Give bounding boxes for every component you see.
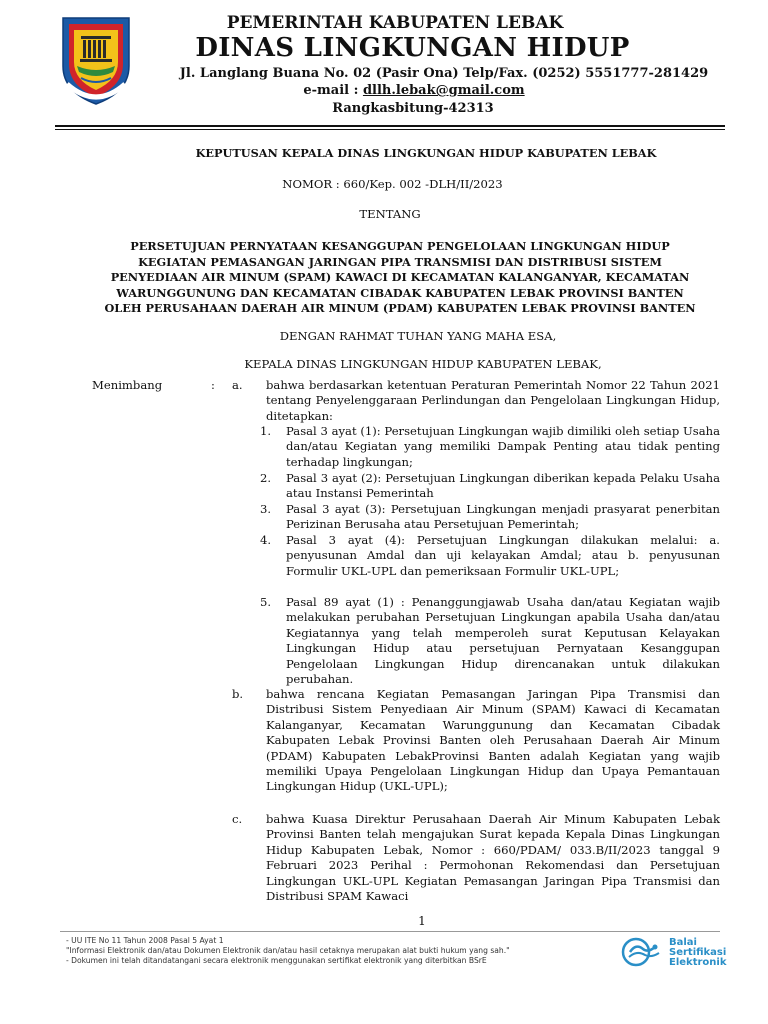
email-label: e-mail : <box>303 83 363 98</box>
page-number: 1 <box>418 914 426 928</box>
list-item-number: 1. <box>260 424 272 438</box>
subject-line: PERSETUJUAN PERNYATAAN KESANGGUPAN PENGELOLAAN LINGKUNGAN HIDUP <box>130 239 670 253</box>
footer-rule <box>60 931 720 932</box>
letterhead-rule-thick <box>55 125 725 127</box>
list-item: Pasal 89 ayat (1) : Penanggungjawab Usaha dan/atau Kegiatan wajib melakukan perubahan Persetujuan Lingkungan apabila Usaha dan/atau Kegiatannya yang telah memperoleh surat Keputusan Kelayakan Lingkungan Hidup atau persetujuan Pernyataan Kesanggupan Pengelolaan Lingkungan Hidup direncanakan untuk dilakukan perubahan. <box>286 595 720 687</box>
decree-number: NOMOR : 660/Kep. 002 -DLH/II/2023 <box>282 177 503 191</box>
bsre-label-line: Balai <box>669 937 697 948</box>
list-item: Pasal 3 ayat (2): Persetujuan Lingkungan diberikan kepada Pelaku Usaha atau Instansi Pemerintah <box>286 471 720 501</box>
greeting: DENGAN RAHMAT TUHAN YANG MAHA ESA, <box>279 329 557 343</box>
agency-name: DINAS LINGKUNGAN HIDUP <box>195 33 630 63</box>
decree-subject <box>60 239 740 317</box>
clause-a-text: bahwa berdasarkan ketentuan Peraturan Pemerintah Nomor 22 Tahun 2021 tentang Penyelenggaraan Perlindungan dan Pengelolaan Lingkungan Hidup, ditetapkan: <box>266 378 720 423</box>
clause-a-marker: a. <box>232 378 243 392</box>
clause-c-text: bahwa Kuasa Direktur Perusahaan Daerah Air Minum Kabupaten Lebak Provinsi Banten telah mengajukan Surat kepada Kepala Dinas Lingkungan Hidup Kabupaten Lebak, Nomor : 660/PDAM/ 033.B/II/2023 tanggal 9 Februari 2023 Perihal : Permohonan Rekomendasi dan Persetujuan Lingkungan UKL-UPL Kegiatan Pemasangan Jaringan Pipa Transmisi dan Distribusi SPAM Kawaci <box>266 812 720 904</box>
footer-esign-note: - Dokumen ini telah ditandatangani secara elektronik menggunakan sertifikat elektronik yang diterbitkan BSrE <box>66 956 487 965</box>
agency-email-line <box>290 83 538 98</box>
list-item-number: 2. <box>260 471 272 485</box>
clause-b-text: bahwa rencana Kegiatan Pemasangan Jaringan Pipa Transmisi dan Distribusi Sistem Penyediaan Air Minum (SPAM) Kawaci di Kecamatan Kalanganyar, Kecamatan Warunggunung dan Kecamatan Cibadak Kabupaten Lebak Provinsi Banten oleh Perusahaan Daerah Air Minum (PDAM) Kabupaten LebakProvinsi Banten adalah Kegiatan yang wajib memiliki Upaya Pengelolaan Lingkungan Hidup dan Upaya Pemantauan Lingkungan Hidup (UKL-UPL); <box>266 687 720 794</box>
government-name: PEMERINTAH KABUPATEN LEBAK <box>226 13 564 33</box>
clause-b-marker: b. <box>232 687 244 701</box>
agency-city: Rangkasbitung-42313 <box>332 101 494 116</box>
subject-line: OLEH PERUSAHAAN DAERAH AIR MINUM (PDAM) KABUPATEN LEBAK PROVINSI BANTEN <box>104 301 696 315</box>
list-item: Pasal 3 ayat (4): Persetujuan Lingkungan dilakukan melalui: a. penyusunan Amdal dan uji kelayakan Amdal; atau b. penyusunan Formulir UKL-UPL dan pemeriksaan Formulir UKL-UPL; <box>286 533 720 578</box>
subject-line: KEGIATAN PEMASANGAN JARINGAN PIPA TRANSMISI DAN DISTRIBUSI SISTEM <box>138 254 662 269</box>
email-link[interactable]: dllh.lebak@gmail.com <box>362 83 525 98</box>
list-item: Pasal 3 ayat (3): Persetujuan Lingkungan menjadi prasyarat penerbitan Perizinan Berusaha atau Persetujuan Pemerintah; <box>286 502 720 532</box>
agency-address: Jl. Langlang Buana No. 02 (Pasir Ona) Telp/Fax. (0252) 5551777-281429 <box>179 66 709 81</box>
footer-law-reference: - UU ITE No 11 Tahun 2008 Pasal 5 Ayat 1 <box>66 936 224 945</box>
list-item-number: 3. <box>260 502 272 516</box>
issuing-official: KEPALA DINAS LINGKUNGAN HIDUP KABUPATEN LEBAK, <box>244 357 602 371</box>
footer-law-quote: "Informasi Elektronik dan/atau Dokumen Elektronik dan/atau hasil cetaknya merupakan alat bukti hukum yang sah." <box>66 946 510 955</box>
considering-label: Menimbang <box>92 378 163 392</box>
decree-about: TENTANG <box>359 207 421 221</box>
decree-title: KEPUTUSAN KEPALA DINAS LINGKUNGAN HIDUP KABUPATEN LEBAK <box>195 146 657 160</box>
letterhead-rule-thin <box>55 129 725 130</box>
list-item: Pasal 3 ayat (1): Persetujuan Lingkungan wajib dimiliki oleh setiap Usaha dan/atau Kegiatan yang memiliki Dampak Penting atau tidak penting terhadap lingkungan; <box>286 424 720 469</box>
bsre-label-line: Elektronik <box>669 957 727 968</box>
clause-c-marker: c. <box>232 812 243 826</box>
bsre-label-line: Sertifikasi <box>669 947 727 958</box>
list-item-number: 4. <box>260 533 272 547</box>
considering-colon: : <box>211 378 215 392</box>
bsre-seal-icon <box>621 937 665 967</box>
list-item-number: 5. <box>260 595 272 609</box>
subject-line: PENYEDIAAN AIR MINUM (SPAM) KAWACI DI KECAMATAN KALANGANYAR, KECAMATAN <box>110 270 690 284</box>
subject-line: WARUNGGUNUNG DAN KECAMATAN CIBADAK KABUPATEN LEBAK PROVINSI BANTEN <box>116 285 684 300</box>
district-crest-icon <box>57 14 135 106</box>
